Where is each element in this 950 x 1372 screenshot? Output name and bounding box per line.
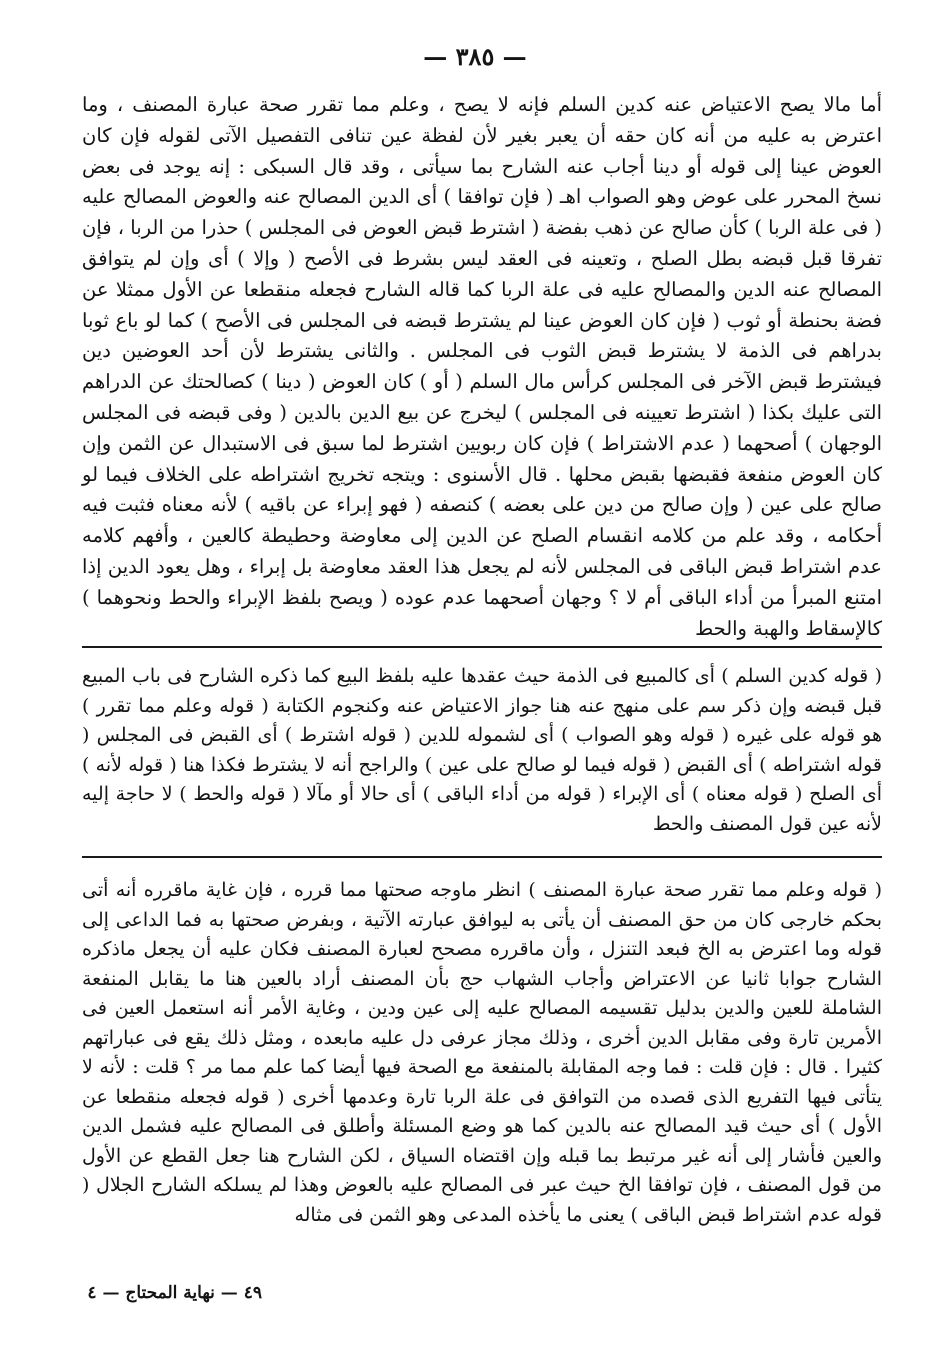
main-text: أما مالا يصح الاعتياض عنه كدين السلم فإنه لا يصح ، وعلم مما تقرر صحة عبارة المصنف ، وما اعترض به عليه من أنه كان حقه أن يعبر بغير لأن لفظة عين تنافى التفصيل الآتى لقوله فإن كان العوض عينا إلى قوله أو دينا أجاب عنه الشارح بما سيأتى ، وقد قال السبكى : إنه يوجد فى بعض نسخ المحرر على عوض وهو الصواب اهـ ( فإن توافقا ) أى الدين المصالح عنه والعوض المصالح عليه ( فى علة الربا ) كأن صالح عن ذهب بفضة ( اشترط قبض العوض فى المجلس ) حذرا من الربا ، فإن تفرقا قبل قبضه بطل الصلح ، وتعينه فى العقد ليس بشرط فى الأصح ( وإلا ) أى وإن لم يتوافق المصالح عنه الدين والمصالح عليه فى علة الربا كما قاله الشارح فجعله منقطعا عن الأول ممثلا عن فضة بحنطة أو ثوب ( فإن كان العوض عينا لم يشترط قبضه فى المجلس فى الأصح ) كما لو باع ثوبا بدراهم فى الذمة لا يشترط قبض الثوب فى المجلس . والثانى يشترط لأن أحد العوضين دين فيشترط قبض الآخر فى المجلس كرأس مال السلم ( أو ) كان العوض ( دينا ) كصالحتك عن الدراهم التى عليك بكذا ( اشترط تعيينه فى المجلس ) ليخرج عن بيع الدين بالدين ( وفى قبضه فى المجلس الوجهان ) أصحهما ( عدم الاشتراط ) فإن كان ربويين اشترط لما سبق فى الاستبدال عن الثمن وإن كان العوض منفعة فقبضها بقبض محلها . قال الأسنوى : ويتجه تخريج اشتراطه على الخلاف فيما لو صالح على عين ( وإن صالح من دين على بعضه ) كنصفه ( فهو إبراء عن باقيه ) لأنه معناه فثبت فيه أحكامه ، وقد علم من كلامه انقسام الصلح عن الدين إلى معاوضة وحطيطة كالعين ، وأفهم كلامه عدم اشتراط قبض الباقى فى المجلس لأنه لم يجعل هذا العقد معاوضة بل إبراء ، وهل يعود الدين إذا امتنع المبرأ من أداء الباقى أم لا ؟ وجهان أصحهما عدم عوده ( ويصح بلفظ الإبراء والحط ونحوهما ) كالإسقاط والهبة والحط	[82, 93, 882, 640]
commentary-block-2	[82, 876, 882, 1271]
commentary-text-2: ( قوله وعلم مما تقرر صحة عبارة المصنف ) انظر ماوجه صحتها مما قرره ، فإن غاية ماقرره أنه أتى بحكم خارجى كان من حق المصنف أن يأتى به ليوافق عبارته الآتية ، وبفرض صحتها به فما الداعى إلى قوله وما اعترض به الخ فبعد التنزل ، وأن ماقرره مصحح لعبارة المصنف فكان عليه أن يجعل ماذكره الشارح جوابا ثانيا عن الاعتراض وأجاب الشهاب حج بأن المصنف أراد بالعين هنا ما يقابل المنفعة الشاملة للعين والدين بدليل تقسيمه المصالح عليه إلى عين ودين ، وغاية الأمر أنه استعمل العين فى الأمرين تارة وفى مقابل الدين أخرى ، وذلك مجاز عرفى دل عليه مابعده ، ومثل ذلك يقع فى عباراتهم كثيرا . قال : فإن قلت : فما وجه المقابلة بالمنفعة مع الصحة فيها أيضا كما علم مما مر ؟ قلت : لأنه لا يتأتى فيها التفريع الذى قصده من التوافق فى علة الربا تارة وعدمها أخرى ( قوله فجعله منقطعا عن الأول ) أى حيث قيد المصالح عنه بالدين كما هو وضع المسئلة وأطلق فى المصالح عليه فشمل الدين والعين فأشار إلى أنه غير مرتبط بما قبله وإن اقتضاه السياق ، لكن الشارح هنا جعل القطع عن الأول من قول المصنف ، فإن توافقا الخ حيث عبر فى المصالح عليه بالعوض وهذا لم يسلكه الشارح الجلال ( قوله عدم اشتراط قبض الباقى ) يعنى ما يأخذه المدعى وهو الثمن فى مثاله	[82, 879, 882, 1226]
footnote-divider-2	[82, 856, 882, 858]
printer-signature: ٤٩ — نهاية المحتاج — ٤	[87, 1283, 262, 1303]
footnote-divider-1	[82, 646, 882, 648]
main-text-block	[82, 90, 882, 646]
commentary-block-1	[82, 662, 882, 834]
commentary-text-1: ( قوله كدين السلم ) أى كالمبيع فى الذمة حيث عقدها عليه بلفظ البيع كما ذكره الشارح فى باب المبيع قبل قبضه وإن ذكر سم على منهج عنه هنا جواز الاعتياض عنه وكنجوم الكتابة ( قوله وعلم مما تقرر ) هو قوله على غيره ( قوله وهو الصواب ) أى لشموله للدين ( قوله اشترط ) أى القبض فى المجلس ( قوله اشتراطه ) أى القبض ( قوله فيما لو صالح على عين ) والراجح أنه لا يشترط فكذا هنا ( قوله لأنه ) أى الصلح ( قوله معناه ) أى الإبراء ( قوله من أداء الباقى ) أى حالا أو مآلا ( قوله والحط ) لا حاجة إليه لأنه عين قول المصنف والحط	[82, 665, 882, 835]
page-number: — ٣٨٥ —	[423, 42, 527, 71]
